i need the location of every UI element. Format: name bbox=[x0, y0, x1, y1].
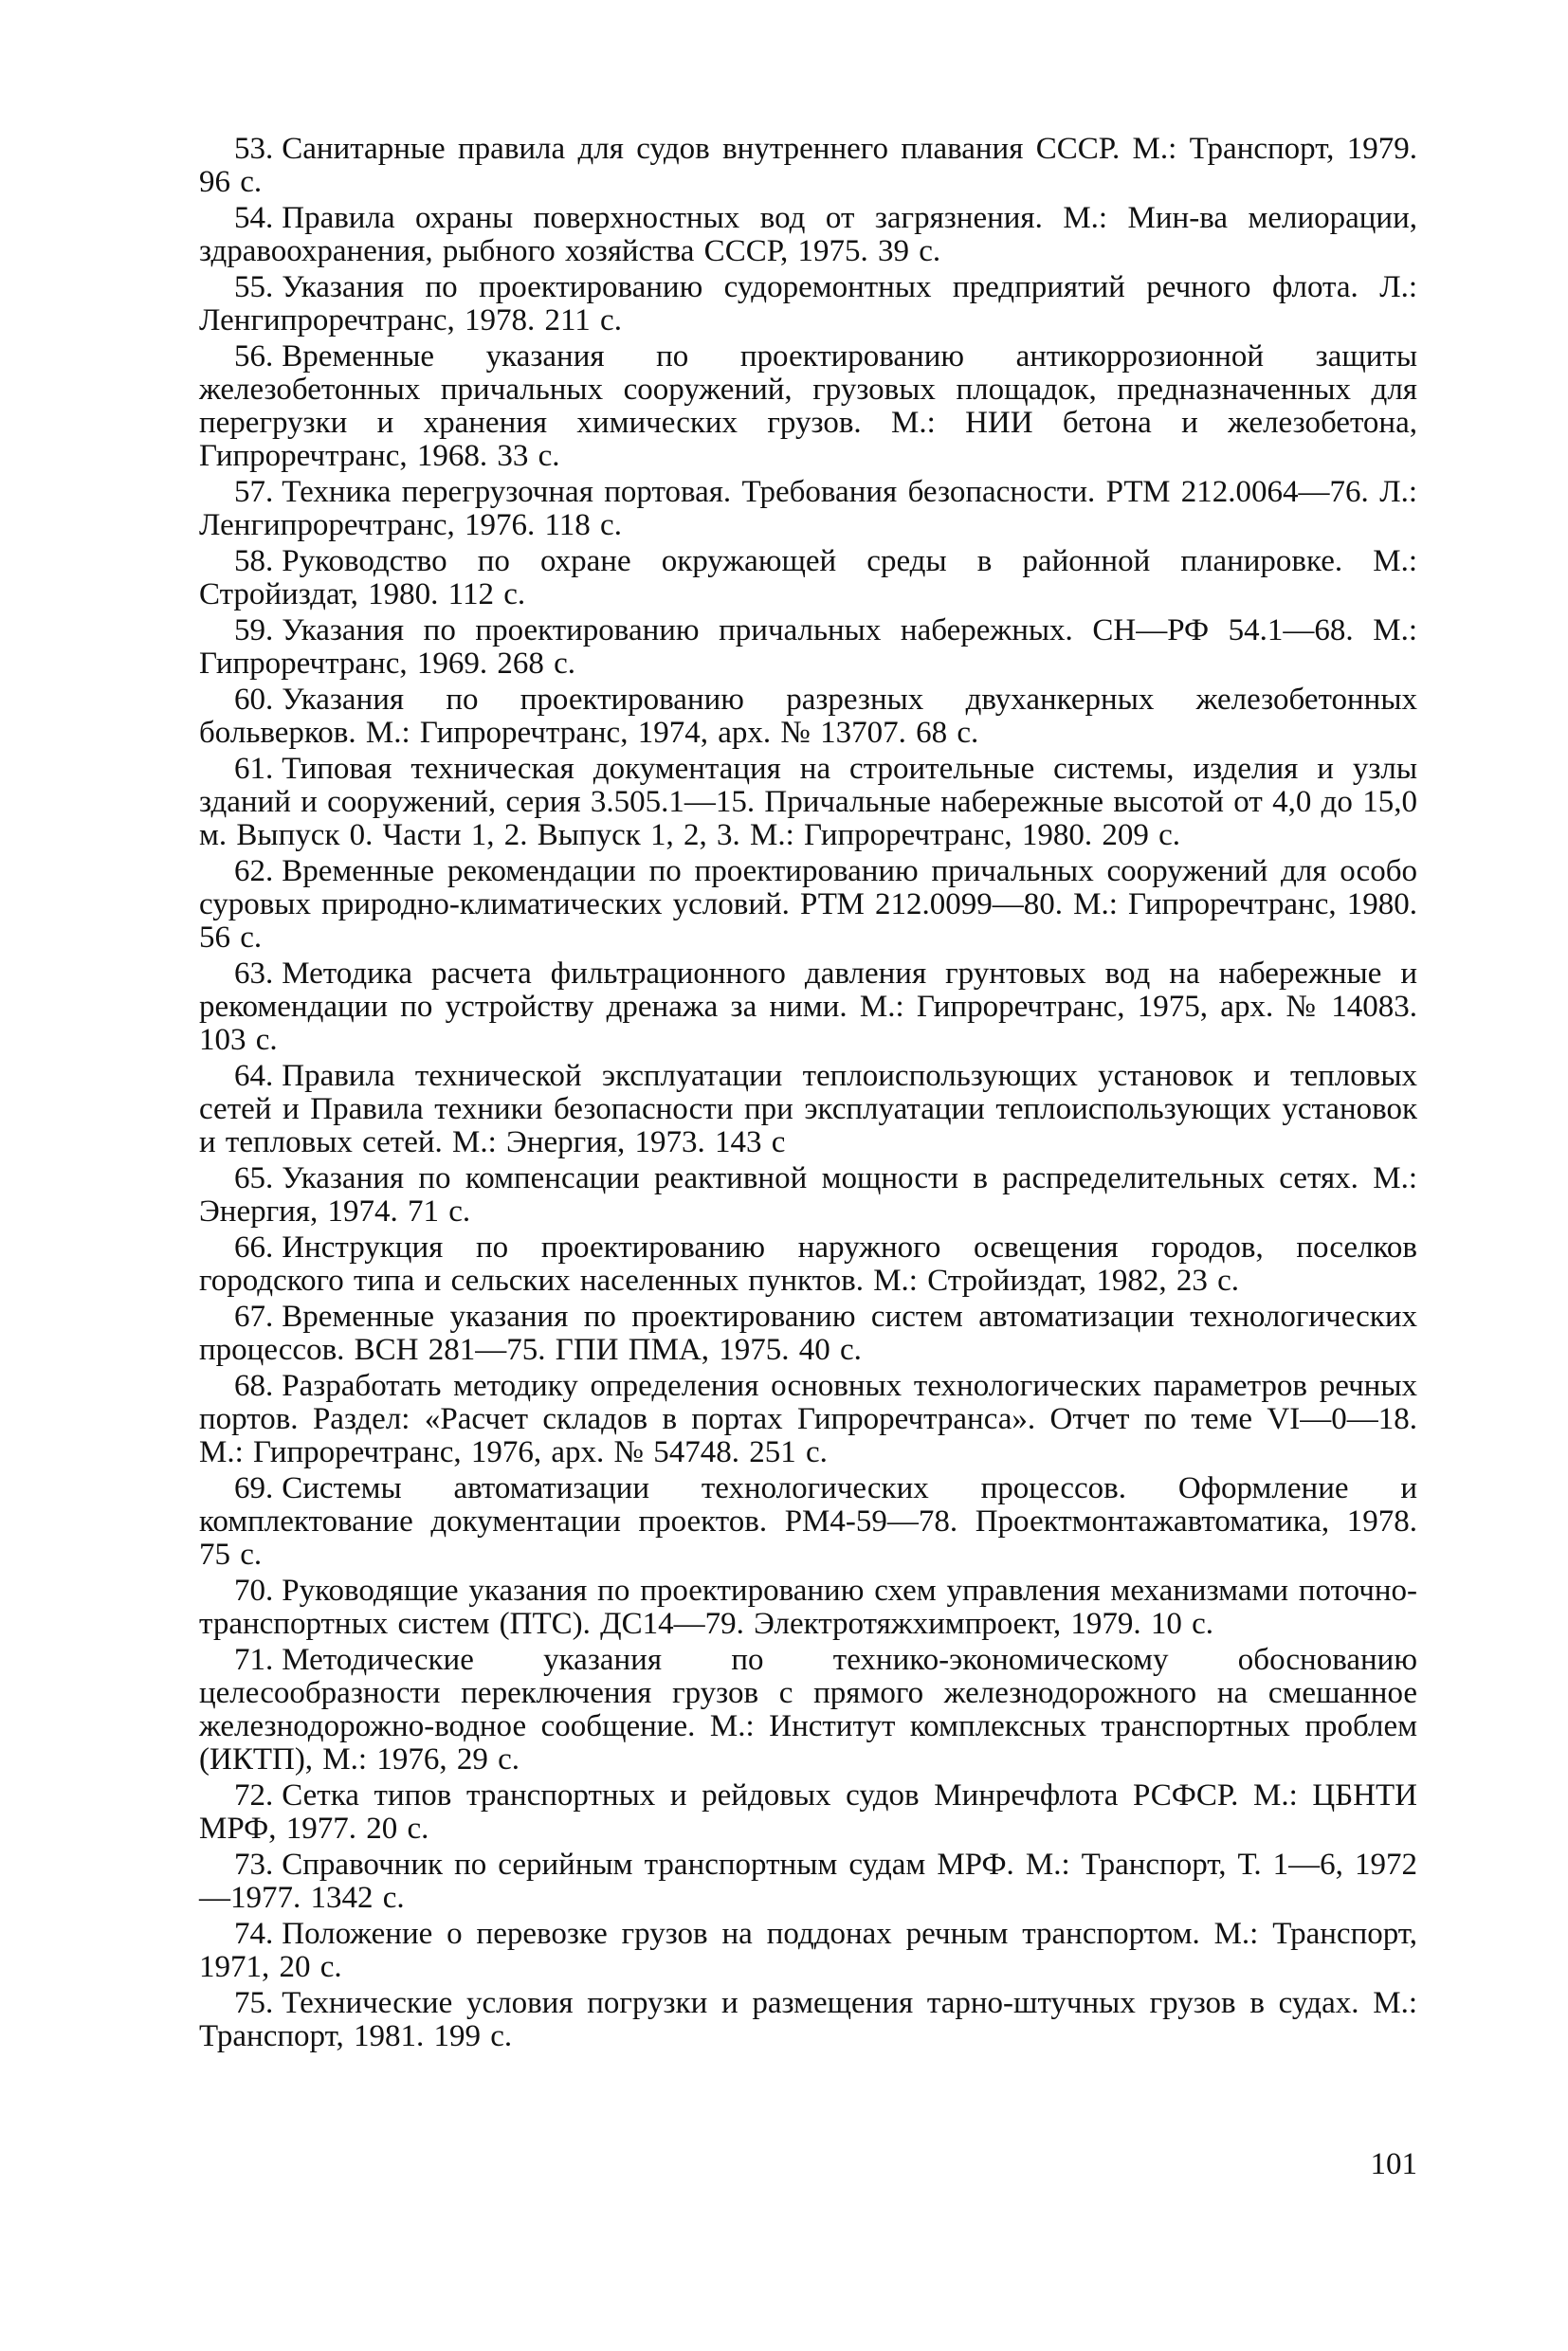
reference-number: 56. bbox=[234, 339, 274, 374]
reference-text: Указания по проектированию разрезных двуханкерных железобетонных больверков. М.: Гипроречтранс, 1974, арх. № 13707. 68 с. bbox=[199, 683, 1417, 750]
reference-item bbox=[199, 1918, 1417, 1984]
reference-item bbox=[199, 476, 1417, 542]
reference-item bbox=[199, 1472, 1417, 1572]
reference-item bbox=[199, 683, 1417, 750]
reference-text: Руководящие указания по проектированию схем управления механизмами поточно-транспортных систем (ПТС). ДС14—79. Электротяжхимпроект, 1979. 10 с. bbox=[199, 1574, 1417, 1641]
reference-number: 74. bbox=[234, 1917, 274, 1951]
reference-number: 61. bbox=[234, 752, 274, 786]
reference-text: Типовая техническая документация на строительные системы, изделия и узлы зданий и сооружений, серия 3.505.1—15. Причальные набережные высотой от 4,0 до 15,0 м. Выпуск 0. Части 1, 2. Выпуск 1, 2, 3. М.: Гипроречтранс, 1980. 209 с. bbox=[199, 752, 1417, 852]
reference-text: Методические указания по технико-экономическому обоснованию целесообразности переключения грузов с прямого железнодорожного на смешанное железнодорожно-водное сообщение. М.: Институт комплексных транспортных проблем (ИКТП), М.: 1976, 29 с. bbox=[199, 1643, 1417, 1777]
reference-item bbox=[199, 1779, 1417, 1846]
document-page bbox=[199, 133, 1417, 2256]
reference-item bbox=[199, 855, 1417, 955]
reference-text: Указания по проектированию причальных набережных. СН—РФ 54.1—68. М.: Гипроречтранс, 1969. 268 с. bbox=[199, 613, 1417, 681]
reference-item bbox=[199, 753, 1417, 852]
reference-text: Методика расчета фильтрационного давления грунтовых вод на набережные и рекомендации по устройству дренажа за ними. М.: Гипроречтранс, 1975, арх. № 14083. 103 с. bbox=[199, 957, 1417, 1057]
reference-item bbox=[199, 1370, 1417, 1469]
reference-text: Сетка типов транспортных и рейдовых судов Минречфлота РСФСР. М.: ЦБНТИ МРФ, 1977. 20 с. bbox=[199, 1778, 1417, 1846]
reference-number: 60. bbox=[234, 683, 274, 717]
reference-text: Временные указания по проектированию систем автоматизации технологических процессов. ВСН 281—75. ГПИ ПМА, 1975. 40 с. bbox=[199, 1300, 1417, 1367]
reference-item bbox=[199, 1162, 1417, 1229]
reference-item bbox=[199, 1987, 1417, 2053]
reference-item bbox=[199, 957, 1417, 1057]
reference-text: Руководство по охране окружающей среды в районной планировке. М.: Стройиздат, 1980. 112 с. bbox=[199, 544, 1417, 611]
reference-number: 53. bbox=[234, 132, 274, 166]
reference-number: 55. bbox=[234, 270, 274, 304]
reference-number: 70. bbox=[234, 1574, 274, 1608]
reference-list bbox=[199, 133, 1417, 2053]
reference-item bbox=[199, 1060, 1417, 1159]
reference-number: 75. bbox=[234, 1986, 274, 2020]
reference-item bbox=[199, 614, 1417, 681]
reference-text: Системы автоматизации технологических процессов. Оформление и комплектование документации проектов. РМ4-59—78. Проектмонтажавтоматика, 1978. 75 с. bbox=[199, 1471, 1417, 1572]
reference-text: Технические условия погрузки и размещения тарно-штучных грузов в судах. М.: Транспорт, 1981. 199 с. bbox=[199, 1986, 1417, 2053]
reference-item bbox=[199, 1301, 1417, 1367]
reference-number: 68. bbox=[234, 1369, 274, 1403]
reference-number: 59. bbox=[234, 613, 274, 647]
reference-item bbox=[199, 1231, 1417, 1298]
reference-text: Положение о перевозке грузов на поддонах речным транспортом. М.: Транспорт, 1971, 20 с. bbox=[199, 1917, 1417, 1984]
reference-text: Разработать методику определения основных технологических параметров речных портов. Раздел: «Расчет складов в портах Гипроречтранса». Отчет по теме VI—0—18. М.: Гипроречтранс, 1976, арх. № 54748. 251 с. bbox=[199, 1369, 1417, 1469]
reference-text: Указания по компенсации реактивной мощности в распределительных сетях. М.: Энергия, 1974. 71 с. bbox=[199, 1161, 1417, 1229]
reference-text: Временные рекомендации по проектированию причальных сооружений для особо суровых природно-климатических условий. РТМ 212.0099—80. М.: Гипроречтранс, 1980. 56 с. bbox=[199, 854, 1417, 955]
reference-number: 62. bbox=[234, 854, 274, 888]
reference-item bbox=[199, 340, 1417, 473]
reference-number: 54. bbox=[234, 201, 274, 235]
page-number: 101 bbox=[1370, 2147, 1417, 2181]
reference-text: Правила охраны поверхностных вод от загрязнения. М.: Мин-ва мелиорации, здравоохранения, рыбного хозяйства СССР, 1975. 39 с. bbox=[199, 201, 1417, 268]
reference-text: Указания по проектированию судоремонтных предприятий речного флота. Л.: Ленгипроречтранс, 1978. 211 с. bbox=[199, 270, 1417, 337]
reference-item bbox=[199, 271, 1417, 337]
reference-number: 58. bbox=[234, 544, 274, 578]
reference-text: Временные указания по проектированию антикоррозионной защиты железобетонных причальных сооружений, грузовых площадок, предназначенных для перегрузки и хранения химических грузов. М.: НИИ бетона и железобетона, Гипроречтранс, 1968. 33 с. bbox=[199, 339, 1417, 473]
reference-item bbox=[199, 1849, 1417, 1915]
reference-text: Техника перегрузочная портовая. Требования безопасности. РТМ 212.0064—76. Л.: Ленгипроречтранс, 1976. 118 с. bbox=[199, 475, 1417, 542]
reference-item bbox=[199, 1575, 1417, 1641]
reference-text: Санитарные правила для судов внутреннего плавания СССР. М.: Транспорт, 1979. 96 с. bbox=[199, 132, 1417, 199]
reference-number: 72. bbox=[234, 1778, 274, 1813]
reference-text: Справочник по серийным транспортным судам МРФ. М.: Транспорт, Т. 1—6, 1972—1977. 1342 с. bbox=[199, 1848, 1417, 1915]
reference-item bbox=[199, 133, 1417, 199]
reference-item bbox=[199, 202, 1417, 268]
reference-item bbox=[199, 1644, 1417, 1777]
reference-number: 63. bbox=[234, 957, 274, 991]
reference-number: 69. bbox=[234, 1471, 274, 1505]
reference-number: 57. bbox=[234, 475, 274, 509]
reference-item bbox=[199, 545, 1417, 611]
reference-number: 71. bbox=[234, 1643, 274, 1677]
reference-number: 65. bbox=[234, 1161, 274, 1195]
reference-number: 64. bbox=[234, 1059, 274, 1093]
reference-text: Инструкция по проектированию наружного освещения городов, поселков городского типа и сельских населенных пунктов. М.: Стройиздат, 1982, 23 с. bbox=[199, 1230, 1417, 1298]
reference-number: 73. bbox=[234, 1848, 274, 1882]
reference-number: 66. bbox=[234, 1230, 274, 1265]
reference-number: 67. bbox=[234, 1300, 274, 1334]
reference-text: Правила технической эксплуатации теплоиспользующих установок и тепловых сетей и Правила техники безопасности при эксплуатации теплоиспользующих установок и тепловых сетей. М.: Энергия, 1973. 143 с bbox=[199, 1059, 1417, 1159]
